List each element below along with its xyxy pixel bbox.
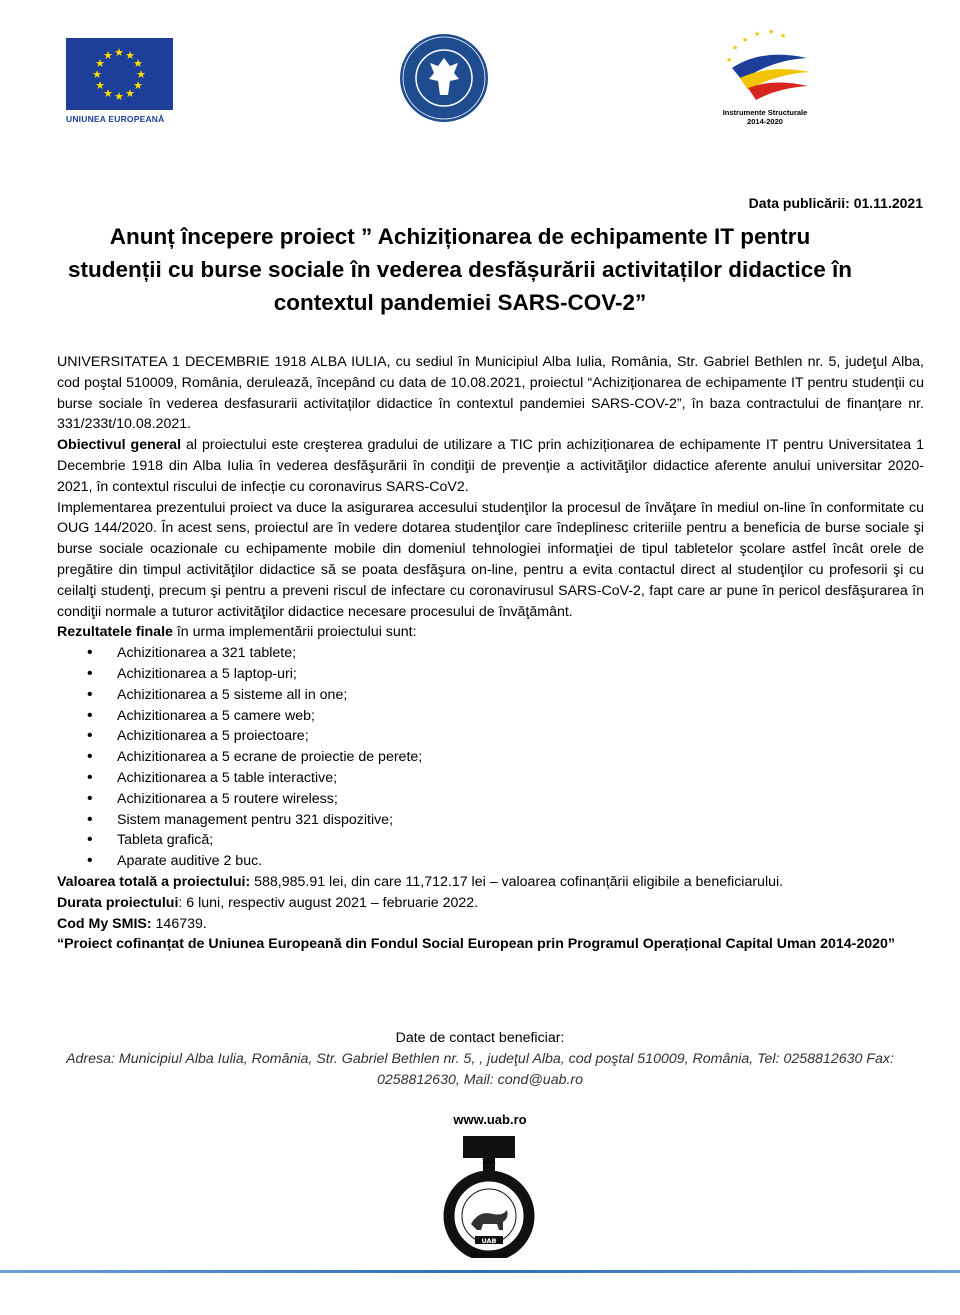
results-label: Rezultatele finale [57,624,173,641]
results-list [57,643,924,872]
list-item: • Tableta grafică; [57,830,924,851]
cofinance-text: “Proiect cofinanțat de Uniunea Europeană din Fondul Social European prin Programul Operațional Capital Uman 2014-2020” [57,936,896,953]
gov-logo [398,32,490,124]
project-value [57,872,924,893]
svg-text:★: ★ [114,46,124,59]
list-item: • Achizitionarea a 5 sisteme all in one; [57,685,924,706]
svg-text:★: ★ [125,87,135,100]
svg-text:★: ★ [95,57,105,70]
list-item: • Achizitionarea a 5 laptop-uri; [57,664,924,685]
duration-label: Durata proiectului [57,894,179,911]
is-line1: Instrumente Structurale [722,108,808,117]
project-duration [57,893,924,914]
svg-text:★: ★ [92,68,102,81]
list-item: • Achizitionarea a 5 table interactive; [57,768,924,789]
publication-date: Data publicării: 01.11.2021 [748,195,923,211]
uab-logo [433,1132,545,1258]
list-item: • Achizitionarea a 5 camere web; [57,706,924,727]
smis-label: Cod My SMIS: [57,915,152,932]
contact-heading: Date de contact beneficiar: [395,1030,565,1046]
cofinance-statement [57,934,924,955]
objective-paragraph [57,435,924,497]
duration-text: : 6 luni, respectiv august 2021 – februarie 2022. [178,894,479,911]
instrumente-structurale-logo [712,28,818,128]
value-label: Valoarea totală a proiectului: [57,873,251,890]
list-item: • Sistem management pentru 321 dispozitive; [57,810,924,831]
svg-text:★: ★ [125,49,135,62]
footer-line [0,1270,960,1273]
svg-text:★: ★ [726,56,733,64]
list-item: • Achizitionarea a 321 tablete; [57,643,924,664]
eu-logo [66,38,173,124]
uab-city: DIN ALBA IULIA [469,1252,509,1258]
svg-text:★: ★ [732,44,739,52]
list-item: • Achizitionarea a 5 ecrane de proiectie de perete; [57,747,924,768]
eu-stars-icon [66,38,173,110]
instrumente-structurale-label [712,108,818,126]
objective-text: al proiectului este creşterea gradului de utilizare a TIC prin achiziționarea de echipamente IT pentru Universitatea 1 Decembrie 1918 din Alba Iulia în vederea desfăşurării în condiţii de prevenție a activităţilor didactice aferente anului universitar 2020-2021, în contextul riscului de infecție cu coronavirus SARS-CoV2. [57,437,924,495]
list-item: • Aparate auditive 2 buc. [57,851,924,872]
svg-text:★: ★ [742,36,749,44]
header-logos [0,0,960,140]
results-text: în urma implementării proiectului sunt: [172,624,417,641]
document-body [57,352,924,955]
implementation-paragraph: Implementarea prezentului proiect va duce la asigurarea accesului studenţilor la procesul de învăţare în mediul on-line în conformitate cu OUG 144/2020. În acest sens, proiectul are în vedere dotarea studenţilor care îndeplinesc criteriile pentru a beneficia de burse sociale şi burse sociale ocazionale cu echipamente mobile din domeniul tehnologiei informaţiei de tipul tabletelor şcolare astfel încât orele de pregătire din timpul activităţilor didactice să se poata desfăşura on-line, pentru a evita contactul direct al studenţilor cu profesorii şi cu ceilalţi studenţi, precum şi pentru a preveni riscul de infectare cu coronavirusul SARS-CoV-2, fapt care ar pune în pericol desfăşurarea în condiţii normale a tuturor activităţilor didactice necesare procesului de învăţământ. [57,499,924,620]
value-text: 588,985.91 lei, din care 11,712.17 lei – valoarea cofinanțării eligibile a beneficiarului. [250,873,784,890]
is-line2: 2014-2020 [747,117,783,126]
svg-text:★: ★ [133,79,143,92]
svg-text:★: ★ [780,32,787,40]
contact-address: Adresa: Municipiul Alba Iulia, România, Str. Gabriel Bethlen nr. 5, , judeţul Alba, cod poştal 510009, România, Tel: 0258812630 Fax: 0258812630, Mail: cond@uab.ro [66,1050,894,1088]
list-item: • Achizitionarea a 5 routere wireless; [57,789,924,810]
website-link[interactable]: www.uab.ro [453,1112,527,1127]
uab-badge: UAB [481,1237,497,1245]
intro-paragraph: UNIVERSITATEA 1 DECEMBRIE 1918 ALBA IULIA, cu sediul în Municipiul Alba Iulia, România, Str. Gabriel Bethlen nr. 5, judeţul Alba, cod poştal 510009, România, derulează, începând cu data de 10.08.2021, proiectul “Achiziționarea de echipamente IT pentru studenții cu burse sociale în vederea desfasurarii activitaților didactice în contextul pandemiei SARS-COV-2”, în baza contractului de finanțare nr. 331/233t/10.08.2021. [57,354,924,433]
list-item: • Achizitionarea a 5 proiectoare; [57,726,924,747]
uab-year: 1991 [481,1159,497,1166]
eu-flag [66,38,173,110]
page-title: Anunț începere proiect ” Achiziționarea de echipamente IT pentru studenții cu burse sociale în vederea desfășurării activitaților didactice în contextul pandemiei SARS-COV-2” [67,224,853,315]
svg-text:★: ★ [136,68,146,81]
results-intro [57,622,924,643]
svg-text:★: ★ [754,30,761,38]
svg-text:★: ★ [114,90,124,103]
smis-text: 146739. [151,915,207,932]
svg-text:★: ★ [103,87,113,100]
eu-label: UNIUNEA EUROPEANĂ [66,114,165,124]
svg-text:★: ★ [95,79,105,92]
svg-text:★: ★ [103,49,113,62]
svg-text:★: ★ [768,28,775,36]
smis-code [57,914,924,935]
svg-text:★: ★ [133,57,143,70]
objective-label: Obiectivul general [57,437,182,454]
contact-block [60,1028,900,1090]
